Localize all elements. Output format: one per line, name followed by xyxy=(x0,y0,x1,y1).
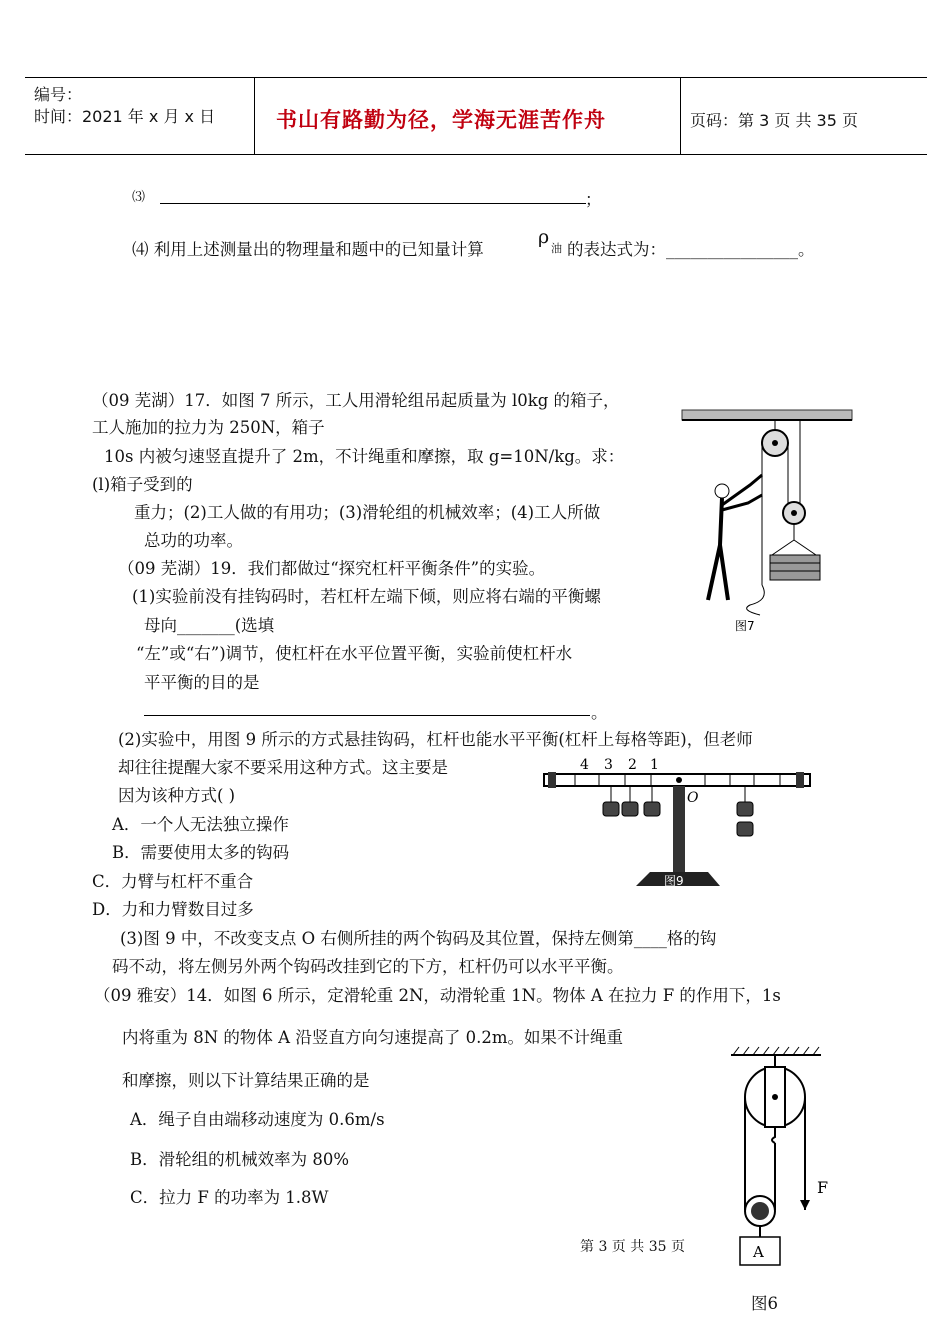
q16-rho-subscript: 油 xyxy=(551,242,562,255)
q19-line-11: 码不动，将左侧另外两个钩码改挂到它的下方，杠杆仍可以水平平衡。 xyxy=(112,957,624,976)
header-motto: 书山有路勤为径，学海无涯苦作舟 xyxy=(276,107,606,132)
q16-item3-blank xyxy=(160,203,586,204)
q17-line-2: 工人施加的拉力为 250N，箱子 xyxy=(92,418,325,437)
q19-line-8: 却往往提醒大家不要采用这种方式。这主要是 xyxy=(118,758,448,777)
q16-item4-tail: 的表达式为：________________。 xyxy=(567,240,815,259)
q19-line-9: 因为该种方式( ) xyxy=(118,786,236,805)
figure-6-pulley xyxy=(725,1045,840,1275)
q19-answer-blank xyxy=(144,715,590,716)
figure-9-number-1: 1 xyxy=(650,757,659,773)
figure-9-number-3: 3 xyxy=(604,757,613,773)
figure-6-block-label: A xyxy=(753,1243,764,1261)
q14-option-a: A．绳子自由端移动速度为 0.6m/s xyxy=(130,1110,385,1129)
q17-line-3: 10s 内被匀速竖直提升了 2m，不计绳重和摩擦，取 g=10N/kg。求： xyxy=(104,447,625,466)
figure-9-pivot-label: O xyxy=(687,790,699,806)
q14-line-2: 内将重为 8N 的物体 A 沿竖直方向匀速提高了 0.2m。如果不计绳重 xyxy=(122,1028,623,1047)
q19-line-6-end: 。 xyxy=(591,703,608,722)
q14-option-b: B．滑轮组的机械效率为 80% xyxy=(130,1150,350,1169)
q14-line-1: （09 雅安）14．如图 6 所示，定滑轮重 2N，动滑轮重 1N。物体 A 在拉力 F 的作用下，1s xyxy=(94,986,781,1005)
header-divider-left xyxy=(254,77,255,155)
q19-option-b: B．需要使用太多的钩码 xyxy=(112,843,290,862)
header-divider-right xyxy=(680,77,681,155)
q19-line-1: （09 芜湖）19．我们都做过“探究杠杆平衡条件”的实验。 xyxy=(118,559,546,578)
q17-line-6: 总功的功率。 xyxy=(144,531,243,550)
footer-page-number: 第 3 页 共 35 页 xyxy=(580,1239,685,1255)
q14-option-c: C．拉力 F 的功率为 1.8W xyxy=(130,1188,329,1207)
q16-item3-end: ； xyxy=(585,190,602,209)
header-code-label: 编号： xyxy=(34,85,83,104)
figure-9-label: 图9 xyxy=(664,874,684,888)
header-top-rule xyxy=(25,77,927,78)
figure-6-force-label: F xyxy=(817,1178,829,1197)
header-page-info: 页码：第 3 页 共 35 页 xyxy=(690,111,858,130)
figure-9-number-4: 4 xyxy=(580,757,589,773)
q19-line-7: (2)实验中，用图 9 所示的方式悬挂钩码，杠杆也能水平平衡(杠杆上每格等距)，但老师 xyxy=(118,730,753,749)
figure-9-lever xyxy=(540,752,815,892)
q19-line-5: 平平衡的目的是 xyxy=(144,673,260,692)
q16-item4-text: ⑷ 利用上述测量出的物理量和题中的已知量计算 xyxy=(132,240,484,259)
q19-line-3: 母向_______(选填 xyxy=(144,616,275,635)
q19-option-d: D．力和力臂数目过多 xyxy=(92,900,254,919)
header-bottom-rule xyxy=(25,154,927,155)
figure-7-label: 图7 xyxy=(735,619,755,633)
q14-line-3: 和摩擦，则以下计算结果正确的是 xyxy=(122,1071,370,1090)
figure-7-pulley-worker xyxy=(680,405,855,637)
q16-item3-number: ⑶ xyxy=(132,190,146,205)
q19-line-10: (3)图 9 中，不改变支点 O 右侧所挂的两个钩码及其位置，保持左侧第____格的钩 xyxy=(120,929,717,948)
q16-rho-symbol: ρ xyxy=(538,226,550,248)
figure-6-label: 图6 xyxy=(751,1294,778,1313)
q19-line-4: “左”或“右”)调节，使杠杆在水平位置平衡，实验前使杠杆水 xyxy=(136,644,573,663)
q17-line-5: 重力；(2)工人做的有用功；(3)滑轮组的机械效率；(4)工人所做 xyxy=(134,503,601,522)
figure-9-number-2: 2 xyxy=(628,757,637,773)
q19-option-c: C．力臂与杠杆不重合 xyxy=(92,872,254,891)
q19-line-2: (1)实验前没有挂钩码时，若杠杆左端下倾，则应将右端的平衡螺 xyxy=(132,587,601,606)
q17-line-1: （09 芜湖）17．如图 7 所示，工人用滑轮组吊起质量为 l0kg 的箱子， xyxy=(92,391,620,410)
q17-line-4: (l)箱子受到的 xyxy=(92,475,193,494)
header-time: 时间：2021 年 x 月 x 日 xyxy=(34,107,216,126)
q19-option-a: A．一个人无法独立操作 xyxy=(112,815,289,834)
